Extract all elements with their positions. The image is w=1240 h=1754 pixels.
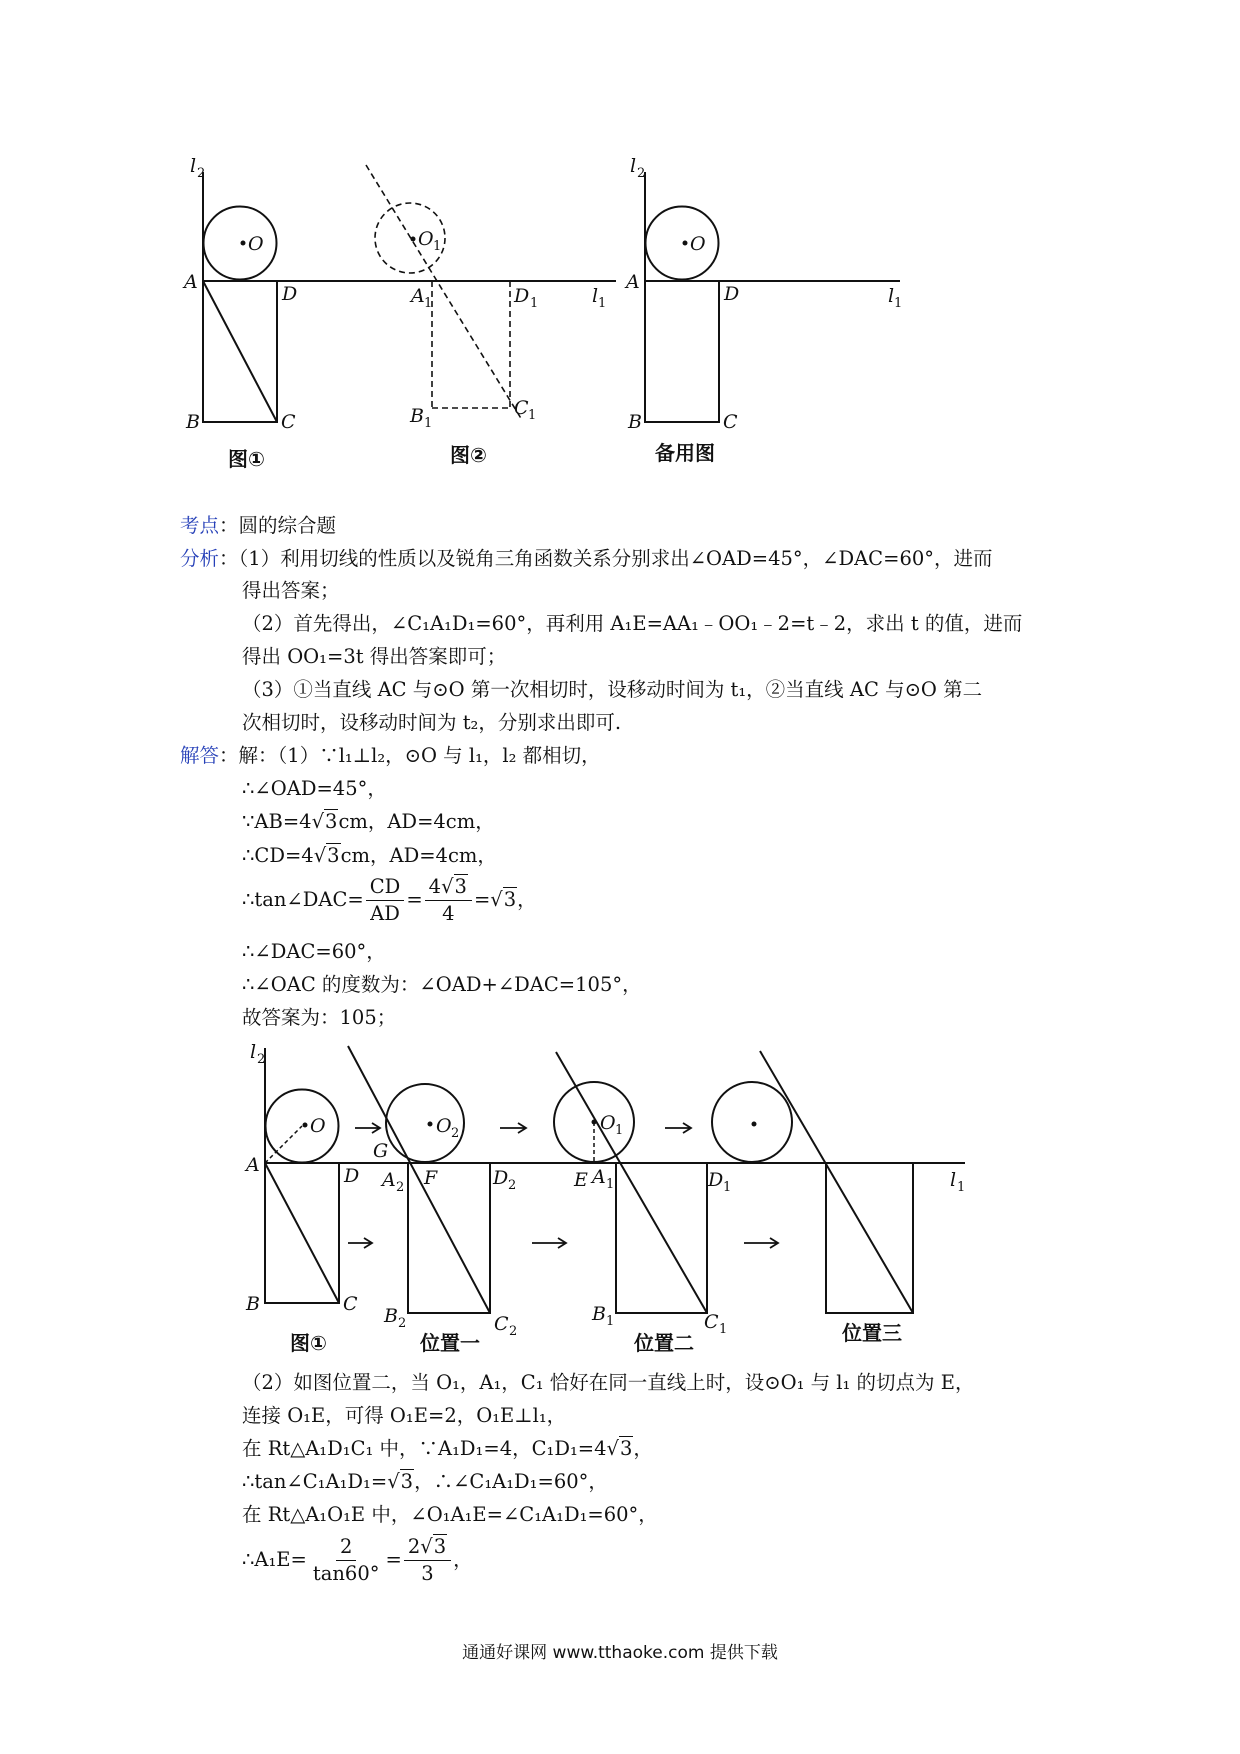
page-footer: 通通好课网 www.tthaoke.com 提供下载 bbox=[462, 1643, 778, 1663]
label-o1: O bbox=[418, 228, 434, 250]
svg-text:2: 2 bbox=[197, 166, 206, 181]
label-fig2-l1: l bbox=[592, 285, 599, 307]
caption-p3: 位置二 bbox=[634, 1331, 694, 1355]
label-o: O bbox=[248, 233, 264, 255]
svg-text:2: 2 bbox=[396, 1180, 405, 1195]
diagram-2 bbox=[366, 165, 522, 420]
label-d1: D bbox=[514, 285, 530, 307]
label-p-c1: C bbox=[704, 1311, 719, 1333]
label-p-a1: A bbox=[592, 1166, 606, 1188]
label-fig3-l2: l bbox=[630, 155, 637, 177]
label-p-l1: l bbox=[950, 1169, 957, 1191]
svg-text:1: 1 bbox=[433, 239, 442, 254]
figure-positions bbox=[0, 1030, 1240, 1360]
kaodian-label: 考点 bbox=[180, 514, 220, 537]
label-p-o2: O bbox=[436, 1115, 452, 1137]
svg-text:1: 1 bbox=[957, 1180, 966, 1195]
label-a: A bbox=[184, 271, 198, 293]
svg-text:1: 1 bbox=[719, 1322, 728, 1337]
label-p-d1: D bbox=[708, 1169, 724, 1191]
label-p-c: C bbox=[343, 1293, 358, 1315]
jieda-label: 解答 bbox=[180, 744, 220, 767]
kaodian-text: 圆的综合题 bbox=[238, 514, 337, 537]
label-b1: B bbox=[410, 405, 424, 427]
caption-p2: 位置一 bbox=[420, 1331, 480, 1355]
label-p-f: F bbox=[424, 1167, 438, 1189]
label-p-e: E bbox=[574, 1169, 588, 1191]
caption-fig1: 图① bbox=[228, 447, 265, 471]
label-p-a2: A bbox=[382, 1169, 396, 1191]
label-l2: l bbox=[190, 155, 197, 177]
caption-p1: 图① bbox=[290, 1331, 327, 1355]
label-p-b1: B bbox=[592, 1303, 606, 1325]
svg-text:1: 1 bbox=[528, 408, 537, 423]
svg-text:1: 1 bbox=[723, 1180, 732, 1195]
svg-text:2: 2 bbox=[257, 1052, 266, 1067]
label-p-o1: O bbox=[600, 1112, 616, 1134]
caption-fig2: 图② bbox=[450, 443, 487, 467]
svg-text:1: 1 bbox=[424, 416, 433, 431]
figure-top bbox=[0, 0, 1240, 490]
svg-text:2: 2 bbox=[508, 1178, 517, 1193]
label-p-o: O bbox=[310, 1115, 326, 1137]
svg-text:1: 1 bbox=[598, 296, 607, 311]
label-d: D bbox=[282, 283, 298, 305]
svg-text:2: 2 bbox=[509, 1324, 518, 1339]
label-p-b2: B bbox=[384, 1305, 398, 1327]
fenxi-label: 分析 bbox=[180, 547, 220, 570]
diagram-1 bbox=[203, 172, 616, 422]
label-c1: C bbox=[514, 397, 529, 419]
svg-text:2: 2 bbox=[451, 1126, 460, 1141]
label-b: B bbox=[186, 411, 200, 433]
label-fig3-b: B bbox=[628, 411, 642, 433]
label-fig3-c: C bbox=[723, 411, 738, 433]
label-p-b: B bbox=[246, 1293, 260, 1315]
label-p-l2: l bbox=[250, 1041, 257, 1063]
label-p-a: A bbox=[246, 1154, 260, 1176]
label-p-c2: C bbox=[494, 1313, 509, 1335]
svg-text:1: 1 bbox=[615, 1123, 624, 1138]
svg-text:1: 1 bbox=[530, 296, 539, 311]
label-p-g: G bbox=[373, 1140, 389, 1162]
a1e-line: ∴A₁E= $\frac{2}{\tan 60^\circ}$ = $\frac{2√3}{3}$ ， bbox=[242, 1535, 473, 1585]
label-a1: A bbox=[411, 285, 425, 307]
svg-text:1: 1 bbox=[606, 1177, 615, 1192]
tan-dac-line: ∴tan∠DAC= $\frac{CD}{AD}$ = $\frac{4√3}{4}$ =√3， bbox=[242, 875, 537, 925]
label-fig3-d: D bbox=[724, 283, 740, 305]
svg-text:1: 1 bbox=[606, 1314, 615, 1329]
label-fig3-o: O bbox=[690, 233, 706, 255]
label-p-d: D bbox=[344, 1165, 360, 1187]
svg-text:2: 2 bbox=[398, 1316, 407, 1331]
caption-fig3: 备用图 bbox=[655, 441, 715, 465]
svg-text:1: 1 bbox=[894, 296, 903, 311]
svg-text:1: 1 bbox=[424, 296, 433, 311]
caption-p4: 位置三 bbox=[842, 1321, 902, 1345]
diagram-3 bbox=[645, 172, 903, 422]
label-fig3-a: A bbox=[626, 271, 640, 293]
svg-text:2: 2 bbox=[637, 166, 646, 181]
label-p-d2: D bbox=[493, 1167, 509, 1189]
label-fig3-l1: l bbox=[888, 285, 895, 307]
label-c: C bbox=[281, 411, 296, 433]
